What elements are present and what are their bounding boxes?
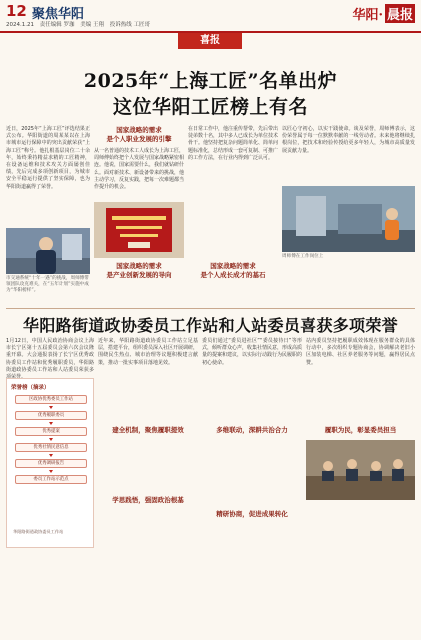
section-tag: 喜报 [178,33,242,49]
honor-item: 优秀调研报告 [15,459,87,468]
story2-subhead-4: 精研协商，促进成果转化 [216,510,288,518]
story2-subhead-1: 建全机制，聚焦履职提效 [112,426,184,434]
arrow-down-icon [49,454,53,457]
story2-col4-text: 站内委员坚持把履职成效体现在服务群众的具体行动中，多次组织专题协商会，协调解决老旧小区加装电梯、社区养老服务等问题，赢得居民点赞。 [306,338,415,366]
story1-subhead-3: 国家战略的需求 是个人成长成才的基石 [200,262,266,279]
story1-subhead-2: 国家战略的需求 是产业创新发展的导向 [106,262,172,279]
headline-line-2: 这位华阳工匠榜上有名 [112,96,308,118]
story2-subhead-2: 学思践悟，强固政治根基 [112,496,184,504]
logo-box: 晨报 [385,4,415,23]
story1-photo-award [94,202,184,258]
story1-subhead-1: 国家战略的需求 是个人职业发展的引擎 [106,126,172,143]
honor-list-title: 荣誉榜（摘录） [11,385,50,391]
newspaper-logo [352,4,415,23]
meta-editor: 责任编辑 罗珈 [39,22,75,28]
story1-col2-text: 从一名普通的技术工人成长为上海工匠，周师傅始终把个人发展与国家战略紧密相连。他说，国家需要什么，我们就钻研什么。面对新技术、新设备带来的挑战，他主动学习，反复实践，把每一次难题都当作提升的机会。 [94,148,185,191]
arrow-down-icon [49,406,53,409]
story2-subhead-3: 多维联动，深耕共治合力 [216,426,288,434]
story1-col1-text: 近日，2025年“上海工匠”评选结果正式公布。华阳街道的周某某以在上海市城市运行保障中的突出贡献荣获“上海工匠”称号。他扎根基层岗位二十余年，始终秉持精益求精的工匠精神，在设备运维和技术攻关方面屡创佳绩，先后完成多项创新项目，为城市安全平稳运行提供了坚实保障，也为华阳街道赢得了荣誉。 [6,126,90,190]
logo-text: 华阳· [352,8,383,23]
story-divider [6,308,415,309]
headline-line-1: 2025年“上海工匠”名单出炉 [83,70,338,92]
story2-photo-meeting [306,440,415,500]
story1-col1-caption: 市交通系统“十年一遇”的挑战，周师傅带领团队攻克难关，在“五年计划”实施中成为“华阳榜样”。 [6,276,89,293]
arrow-down-icon [49,422,53,425]
meta-hotline: 投诉热线 工匠哥 [109,22,150,28]
honor-item: 委员工作站示范点 [15,475,87,484]
honor-item: 优秀提案 [15,427,87,436]
page-number: 12 [6,2,27,20]
honor-item: 优秀社情民意信息 [15,443,87,452]
story1-col3-text: 在日常工作中，他注重传帮带，先后带出徒弟数十名，其中多人已成长为单位技术骨干。他坚持把复杂问题简单化、简单问题标准化，总结形成一套可复制、可推广的工作方法，在行业内得到广泛认可。 [188,126,279,161]
story2-col1-text: 1月12日，中国人民政治协商会议上海市长宁区第十五届委员会第六次会议隆重开幕。大会通报表扬了长宁区优秀政协委员工作站和优秀履职委员，华阳路街道政协委员工作站和人站委员荣获多 [6,338,94,373]
issue-date: 2024.1.21 [6,22,34,28]
honor-item: 优秀履职委员 [15,411,87,420]
story2-headline: 华阳路街道政协委员工作站和人站委员喜获多项荣誉 [23,316,398,335]
section-name: 聚焦华阳 [32,7,85,22]
story1-photo-portrait [6,228,90,274]
honor-item: 区政协优秀委员工作站 [15,395,87,404]
honor-list-panel [6,378,94,548]
dateline [6,20,154,28]
story2-col3-text: 委员们通过“委员进社区”“委员接待日”等形式，倾听群众心声，收集社情民意，形成高质量的提案和建议，以实际行动践行为民履职的初心使命。 [202,338,303,366]
story1-photo-worksite [282,186,415,252]
arrow-down-icon [49,470,53,473]
masthead [0,0,421,34]
story1-col4-caption: 周师傅在工作岗位上 [282,254,324,259]
arrow-down-icon [49,438,53,441]
story2-col2-text: 近年来，华阳路街道政协委员工作站立足基层，搭建平台，组织委员深入社区开展调研，围绕民生热点、城市治理等议题积极建言献策，推动一批实事项目落地见效。 [98,338,199,366]
story1-col4-text: 以匠心守初心，以实干践使命。谈及荣誉，周师傅表示，这份荣誉属于每一位默默奉献的一线劳动者。未来他将继续扎根岗位，把技术和经验传授给更多年轻人，为城市高质量发展贡献力量。 [282,126,415,154]
story2-subhead-5: 履职为民，彰显委员担当 [324,426,397,434]
meta-designer: 美编 王翔 [80,22,104,28]
honor-list-note: 华阳路街道政协委员工作站 [13,529,64,534]
